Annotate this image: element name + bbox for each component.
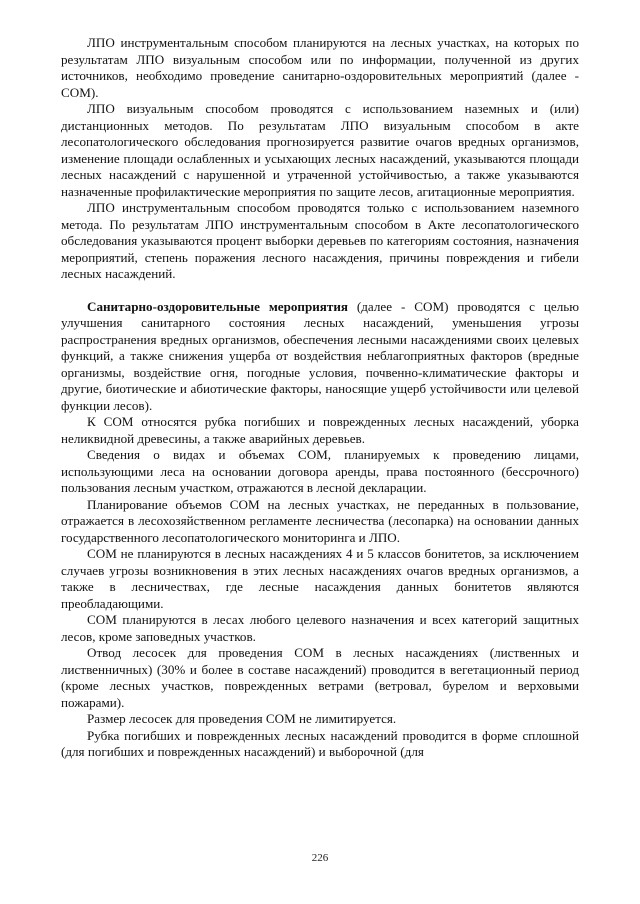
page-number: 226 [311,852,329,864]
paragraph-som-includes: К СОМ относятся рубка погибших и поврежденных лесных насаждений, уборка неликвидной древесины, а также аварийных деревьев. [61,414,579,446]
section-spacer [61,283,579,299]
som-definition-text: (далее - СОМ) проводятся с целью улучшения санитарного состояния лесных насаждений, уменьшения угрозы распространения вредных организмов, обеспечения лесными насаждениями своих целевых функций, а также снижения ущерба от воздействия неблагоприятных факторов (вредные организмы, воздействие огня, погодные условия, почвенно-климатические факторы и другие, биотические и абиотические факторы, наносящие ущерб устойчивости или целевой функции лесов). [61,298,580,413]
som-term: Санитарно-оздоровительные мероприятия [87,298,348,314]
paragraph-som-planning: Планирование объемов СОМ на лесных участках, не переданных в пользование, отражается в лесохозяйственном регламенте лесничества (лесопарка) на основании данных государственного лесопатологического мониторинга и ЛПО. [61,496,579,545]
paragraph-felling: Рубка погибших и поврежденных лесных насаждений проводится в форме сплошной (для погибших и поврежденных насаждений) и выборочной (для [61,727,579,759]
paragraph-som-definition [61,299,579,415]
paragraph-som-declaration: Сведения о видах и объемах СОМ, планируемых к проведению лицами, использующими леса на основании договора аренды, права постоянного (бессрочного) пользования лесным участком, отражаются в лесной декларации. [61,447,579,495]
paragraph-som-size: Размер лесосек для проведения СОМ не лимитируется. [87,711,397,726]
paragraph-lpo-instrumental-method: ЛПО инструментальным способом проводятся только с использованием наземного метода. По результатам ЛПО инструментальным способом в Акте лесопатологического обследования указываются процент выборки деревьев по категориям состояния, назначения мероприятий, степень поражения лесного насаждения, причины повреждения и гибели лесных насаждений. [61,200,579,281]
paragraph-som-bonitet: СОМ не планируются в лесных насаждениях 4 и 5 классов бонитетов, за исключением случаев угрозы возникновения в этих лесных насаждениях очагов вредных организмов, а также в лесничествах, где лесные насаждения данных бонитетов являются преобладающими. [61,546,579,611]
paragraph-lpo-visual-method: ЛПО визуальным способом проводятся с использованием наземных и (или) дистанционных методов. По результатам ЛПО визуальным способом в акте лесопатологического обследования прогнозируется развитие очагов вредных организмов, изменение площади ослабленных и усыхающих лесных насаждений, указываются площади лесных насаждений с нарушенной и утраченной устойчивостью, а также указываются назначенные профилактические мероприятия по защите лесов, агитационные мероприятия. [61,101,579,199]
paragraph-som-categories: СОМ планируются в лесах любого целевого назначения и всех категорий защитных лесов, кроме заповедных участков. [61,612,579,644]
paragraph-lpo-instrumental-planning: ЛПО инструментальным способом планируются на лесных участках, на которых по результатам ЛПО визуальным способом или по информации, полученной из других источников, необходимо проведение санитарно-оздоровительных мероприятий (далее - СОМ). [61,35,579,100]
paragraph-som-allotment: Отвод лесосек для проведения СОМ в лесных насаждениях (лиственных и лиственничных) (30% и более в составе насаждений) проводится в вегетационный период (кроме лесных участков, поврежденных ветрами (ветровал, бурелом и верховыми пожарами). [61,645,579,710]
document-page [61,35,579,761]
